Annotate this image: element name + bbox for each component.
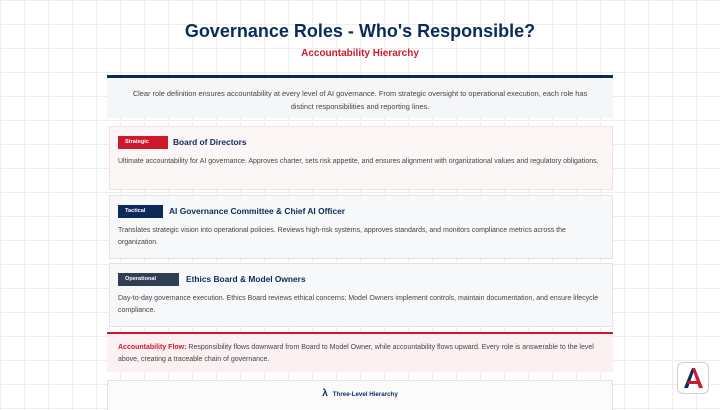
role-title-ethics: Ethics Board & Model Owners bbox=[186, 274, 306, 284]
role-description-ethics: Day-to-day governance execution. Ethics Board reviews ethical concerns; Model Owners implement controls, maintain documentation, and ensure lifecycle compliance. bbox=[118, 295, 599, 314]
role-card-operational bbox=[109, 263, 613, 327]
hierarchy-box bbox=[107, 380, 613, 410]
lambda-icon: λ bbox=[322, 388, 328, 399]
accountability-flow-box bbox=[107, 332, 613, 372]
role-card-tactical bbox=[109, 195, 613, 259]
level-badge-strategic: Strategic bbox=[118, 136, 168, 149]
page-title: Governance Roles - Who's Responsible? bbox=[184, 21, 536, 41]
role-title-committee: AI Governance Committee & Chief AI Officer bbox=[169, 206, 346, 216]
intro-text: Clear role definition ensures accountability at every level of AI governance. From strategic oversight to operational execution, each role has distinct responsibilities and reporting lines. bbox=[132, 89, 588, 111]
accountability-flow-text: Responsibility flows downward from Board to Model Owner, while accountability flows upward. Every role is answerable to the level above, creating a traceable chain of governance. bbox=[118, 344, 594, 363]
role-title-board: Board of Directors bbox=[173, 137, 247, 147]
brand-logo-icon bbox=[677, 362, 709, 394]
hierarchy-heading bbox=[322, 389, 398, 399]
intro-box bbox=[107, 75, 613, 118]
accountability-flow-label: Accountability Flow: bbox=[118, 344, 187, 351]
level-badge-tactical: Tactical bbox=[118, 205, 163, 218]
level-badge-operational: Operational bbox=[118, 273, 179, 286]
role-card-strategic bbox=[109, 126, 613, 190]
role-description-board: Ultimate accountability for AI governance. Approves charter, sets risk appetite, and ensures alignment with organizational values and regulatory obligations. bbox=[118, 158, 599, 165]
role-description-committee: Translates strategic vision into operational policies. Reviews high-risk systems, approves standards, and monitors compliance metrics across the organization. bbox=[118, 227, 566, 246]
page-subtitle: Accountability Hierarchy bbox=[301, 48, 419, 59]
hierarchy-label: Three-Level Hierarchy bbox=[332, 390, 398, 398]
